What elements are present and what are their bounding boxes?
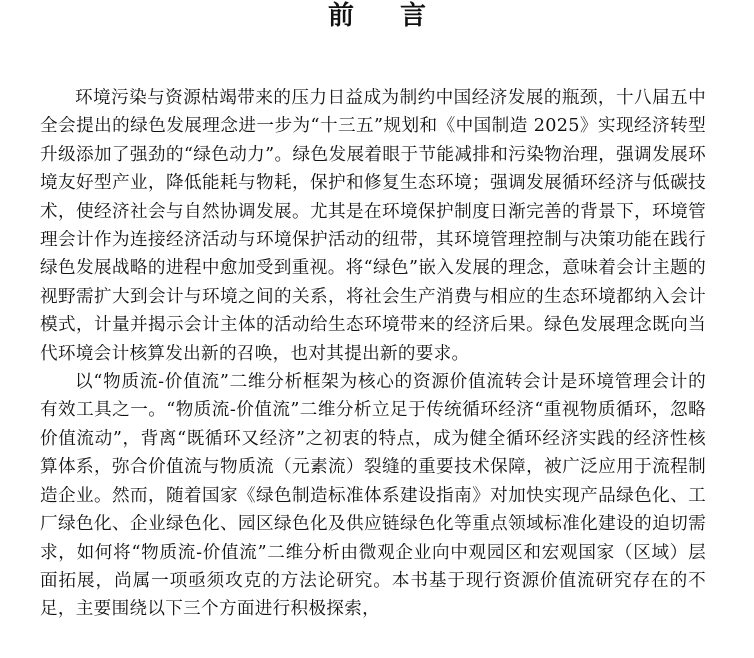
body-text bbox=[40, 84, 706, 624]
page-title: 前言 bbox=[327, 1, 472, 31]
paragraph-2: 以“物质流-价值流”二维分析框架为核心的资源价值流转会计是环境管理会计的有效工具之一。“物质流-价值流”二维分析立足于传统循环经济“重视物质循环，忽略价值流动”，背离“既循环又经济”之初衷的特点，成为健全循环经济实践的经济性核算体系，弥合价值流与物质流（元素流）裂缝的重要技术保障，被广泛应用于流程制造企业。然而，随着国家《绿色制造标准体系建设指南》对加快实现产品绿色化、工厂绿色化、企业绿色化、园区绿色化及供应链绿色化等重点领域标准化建设的迫切需求，如何将“物质流-价值流”二维分析由微观企业向中观园区和宏观国家（区域）层面拓展，尚属一项亟须攻克的方法论研究。本书基于现行资源价值流研究存在的不足，主要围绕以下三个方面进行积极探索， bbox=[40, 372, 706, 620]
paragraph-1: 环境污染与资源枯竭带来的压力日益成为制约中国经济发展的瓶颈，十八届五中全会提出的绿色发展理念进一步为“十三五”规划和《中国制造 2025》实现经济转型升级添加了强劲的“绿色动力”。绿色发展着眼于节能减排和污染物治理，强调发展环境友好型产业，降低能耗与物耗，保护和修复生态环境；强调发展循环经济与低碳技术，使经济社会与自然协调发展。尤其是在环境保护制度日渐完善的背景下，环境管理会计作为连接经济活动与环境保护活动的纽带，其环境管理控制与决策功能在践行绿色发展战略的进程中愈加受到重视。将“绿色”嵌入发展的理念，意味着会计主题的视野需扩大到会计与环境之间的关系，将社会生产消费与相应的生态环境都纳入会计模式，计量并揭示会计主体的活动给生态环境带来的经济后果。绿色发展理念既向当代环境会计核算发出新的召唤，也对其提出新的要求。 bbox=[40, 88, 706, 364]
